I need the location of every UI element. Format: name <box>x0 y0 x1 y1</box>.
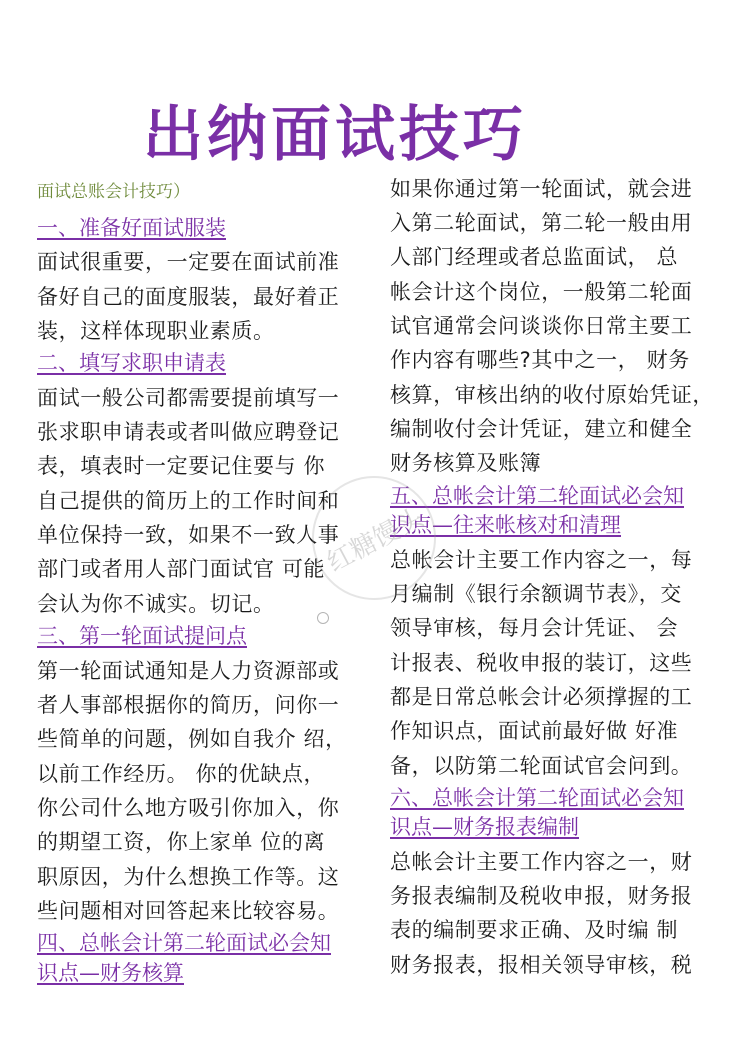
body-line: 作内容有哪些?其中之一， 财务 <box>390 348 690 372</box>
body-line: 领导审核，每月会计凭证、 会 <box>390 616 679 640</box>
body-line: 张求职申请表或者叫做应聘登记 <box>37 420 340 444</box>
body-line: 职原因，为什么想换工作等。这 <box>37 865 340 889</box>
body-line: 月编制《银行余额调节表》，交 <box>390 582 682 606</box>
section-heading: 识点—财务报表编制 <box>390 815 579 839</box>
body-line: 总帐会计主要工作内容之一，每 <box>390 548 693 572</box>
body-line: 人部门经理或者总监面试， 总 <box>390 245 679 269</box>
body-line: 些问题相对回答起来比较容易。 <box>37 899 340 923</box>
body-line: 表的编制要求正确、及时编 制 <box>390 918 679 942</box>
body-line: 务报表编制及税收申报，财务报 <box>390 884 693 908</box>
section-heading: 一、准备好面试服装 <box>37 216 226 240</box>
body-line: 你公司什么地方吸引你加入，你 <box>37 796 340 820</box>
section-heading: 四、总帐会计第二轮面试必会知 <box>37 931 331 955</box>
body-line: 财务报表，报相关领导审核，税 <box>390 953 693 977</box>
body-line: 者人事部根据你的简历，问你一 <box>37 693 340 717</box>
body-line: 帐会计这个岗位，一般第二轮面 <box>390 280 693 304</box>
body-line: 作知识点，面试前最好做 好准 <box>390 719 679 743</box>
body-line: 第一轮面试通知是人力资源部或 <box>37 659 340 683</box>
section-heading: 识点—往来帐核对和清理 <box>390 513 621 537</box>
body-line: 单位保持一致，如果不一致人事 <box>37 523 340 547</box>
body-line: 自己提供的简历上的工作时间和 <box>37 489 340 513</box>
body-line: 核算，审核出纳的收付原始凭证， <box>390 383 714 407</box>
body-line: 些简单的问题，例如自我介 绍， <box>37 727 347 751</box>
section-heading: 三、第一轮面试提问点 <box>37 624 247 648</box>
body-line: 如果你通过第一轮面试，就会进 <box>390 177 693 201</box>
body-line: 部门或者用人部门面试官 可能 <box>37 557 326 581</box>
body-line: 编制收付会计凭证，建立和健全 <box>390 417 693 441</box>
page-title: 出纳面试技巧 <box>143 100 527 170</box>
watermark-stamp: 红糖馒头 <box>290 454 458 622</box>
body-line: 总帐会计主要工作内容之一，财 <box>390 850 693 874</box>
section-heading: 识点—财务核算 <box>37 961 184 985</box>
body-line: 面试一般公司都需要提前填写一 <box>37 386 340 410</box>
body-line: 以前工作经历。 你的优缺点， <box>37 762 326 786</box>
body-line: 计报表、税收申报的装订，这些 <box>390 651 693 675</box>
body-line: 都是日常总帐会计必须撑握的工 <box>390 685 693 709</box>
section-heading: 六、总帐会计第二轮面试必会知 <box>390 786 684 810</box>
body-line: 面试很重要，一定要在面试前准 <box>37 250 340 274</box>
body-line: 试官通常会问谈谈你日常主要工 <box>390 314 693 338</box>
body-line: 表，填表时一定要记住要与 你 <box>37 454 326 478</box>
section-heading: 五、总帐会计第二轮面试必会知 <box>390 484 684 508</box>
body-line: 财务核算及账簿 <box>390 451 542 475</box>
body-line: 的期望工资，你上家单 位的离 <box>37 830 326 854</box>
page-subtitle: 面试总账会计技巧） <box>37 182 190 202</box>
body-line: 会认为你不诚实。切记。 <box>37 592 275 616</box>
body-line: 入第二轮面试，第二轮一般由用 <box>390 211 693 235</box>
circle-icon <box>317 612 329 624</box>
body-line: 装，这样体现职业素质。 <box>37 319 275 343</box>
section-heading: 二、填写求职申请表 <box>37 351 226 375</box>
body-line: 备，以防第二轮面试官会问到。 <box>390 754 693 778</box>
body-line: 备好自己的面度服装，最好着正 <box>37 285 340 309</box>
